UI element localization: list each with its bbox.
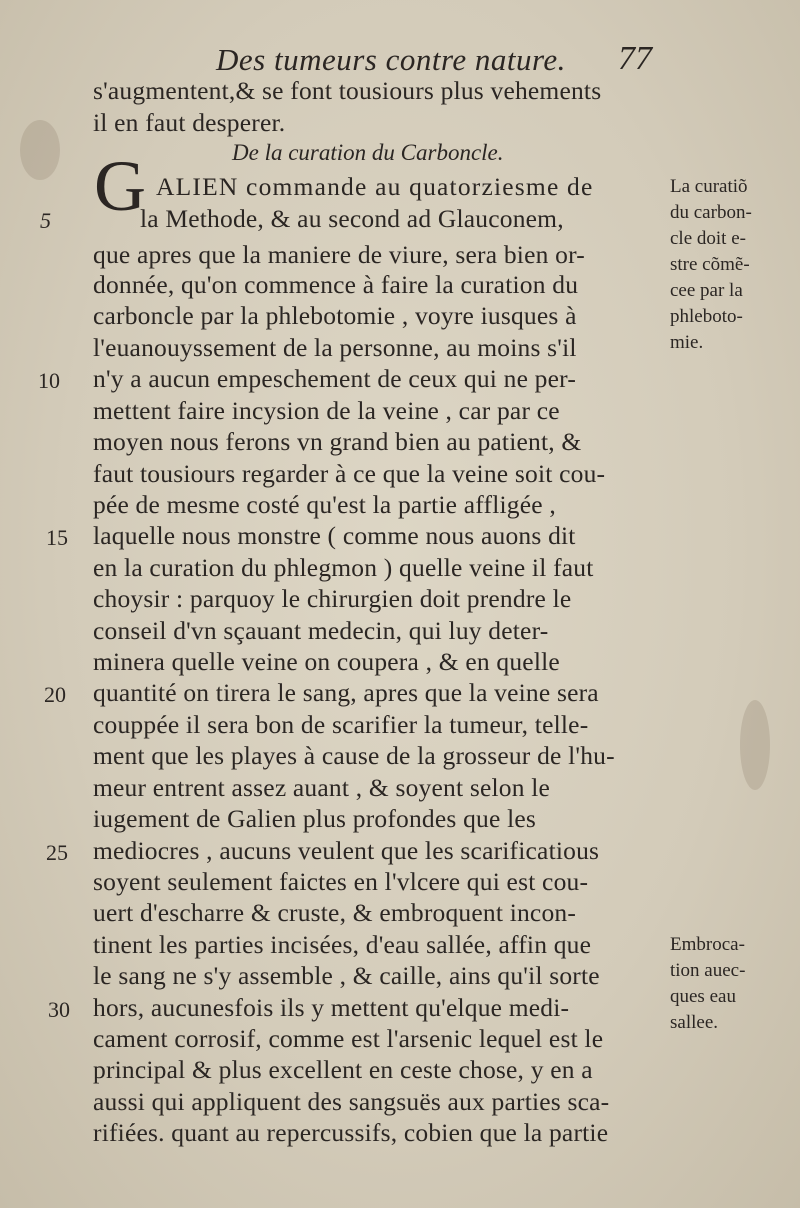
marginal-note-line: La curatiõ [670,176,748,197]
body-line: pée de mesme costé qu'est la partie affligée , [93,490,556,519]
body-line: aussi qui appliquent des sangsuës aux parties sca- [93,1087,610,1116]
marginal-note-line: sallee. [670,1012,719,1033]
body-line: soyent seulement faictes en l'vlcere qui est cou- [93,867,589,896]
page-number: 77 [618,40,652,77]
line-number: 20 [44,682,66,707]
body-line: cament corrosif, comme est l'arsenic lequel est le [93,1024,604,1053]
body-line: le sang ne s'y assemble , & caille, ains qu'il sorte [93,961,600,990]
line-number: 10 [38,368,60,393]
body-line: ment que les playes à cause de la grosseur de l'hu- [93,741,615,770]
body-line: couppée il sera bon de scarifier la tumeur, telle- [93,710,589,739]
body-line: mediocres , aucuns veulent que les scarificatious [93,836,600,865]
line-number: 15 [46,525,68,550]
body-line: la Methode, & au second ad Glauconem, [140,204,564,233]
body-line: meur entrent assez auant , & soyent selon le [93,773,551,802]
body-line: donnée, qu'on commence à faire la curation du [93,270,579,299]
body-line: que apres que la maniere de viure, sera bien or- [93,240,585,269]
body-line: principal & plus excellent en ceste chose, y en a [93,1055,593,1084]
body-line: tinent les parties incisées, d'eau sallée, affin que [93,930,592,959]
body-line: iugement de Galien plus profondes que les [93,804,537,833]
body-line: faut tousiours regarder à ce que la veine soit cou- [93,459,606,488]
marginal-note-line: tion auec- [670,960,746,981]
body-line: en la curation du phlegmon ) quelle veine il faut [93,553,594,582]
body-line: moyen nous ferons vn grand bien au patient, & [93,427,582,456]
drop-cap: G [94,146,146,226]
body-line: choysir : parquoy le chirurgien doit prendre le [93,584,572,613]
marginal-note-line: stre cõmẽ- [670,254,750,275]
body-line: carboncle par la phlebotomie , voyre iusques à [93,301,577,330]
body-line: ALIEN commande au quatorziesme de [156,172,594,201]
body-line: conseil d'vn sçauant medecin, qui luy deter- [93,616,549,645]
marginal-note-line: cle doit e- [670,228,746,249]
body-line: s'augmentent,& se font tousiours plus vehements [93,76,602,105]
marginal-note-line: Embroca- [670,934,745,955]
body-line: mettent faire incysion de la veine , car par ce [93,396,560,425]
body-line: laquelle nous monstre ( comme nous auons dit [93,521,576,550]
marginal-note-line: ques eau [670,986,736,1007]
marginal-note-line: du carbon- [670,202,752,223]
body-line: l'euanouyssement de la personne, au moins s'il [93,333,577,362]
paper-stain [740,700,770,790]
line-number: 25 [46,840,68,865]
body-line: quantité on tirera le sang, apres que la veine sera [93,678,599,707]
running-title: Des tumeurs contre nature. [216,42,566,77]
body-line: minera quelle veine on coupera , & en quelle [93,647,560,676]
body-line: hors, aucunesfois ils y mettent qu'elque medi- [93,993,570,1022]
marginal-note-line: cee par la [670,280,743,301]
body-line: uert d'escharre & cruste, & embroquent incon- [93,898,577,927]
body-line: rifiées. quant au repercussifs, cobien que la partie [93,1118,609,1147]
section-title: De la curation du Carboncle. [232,140,504,165]
marginal-note-line: phleboto- [670,306,743,327]
paper-stain [20,120,60,180]
body-line: il en faut desperer. [93,108,286,137]
body-line: n'y a aucun empeschement de ceux qui ne per- [93,364,577,393]
line-number: 5 [40,208,51,233]
marginal-note-line: mie. [670,332,704,353]
line-number: 30 [48,997,70,1022]
